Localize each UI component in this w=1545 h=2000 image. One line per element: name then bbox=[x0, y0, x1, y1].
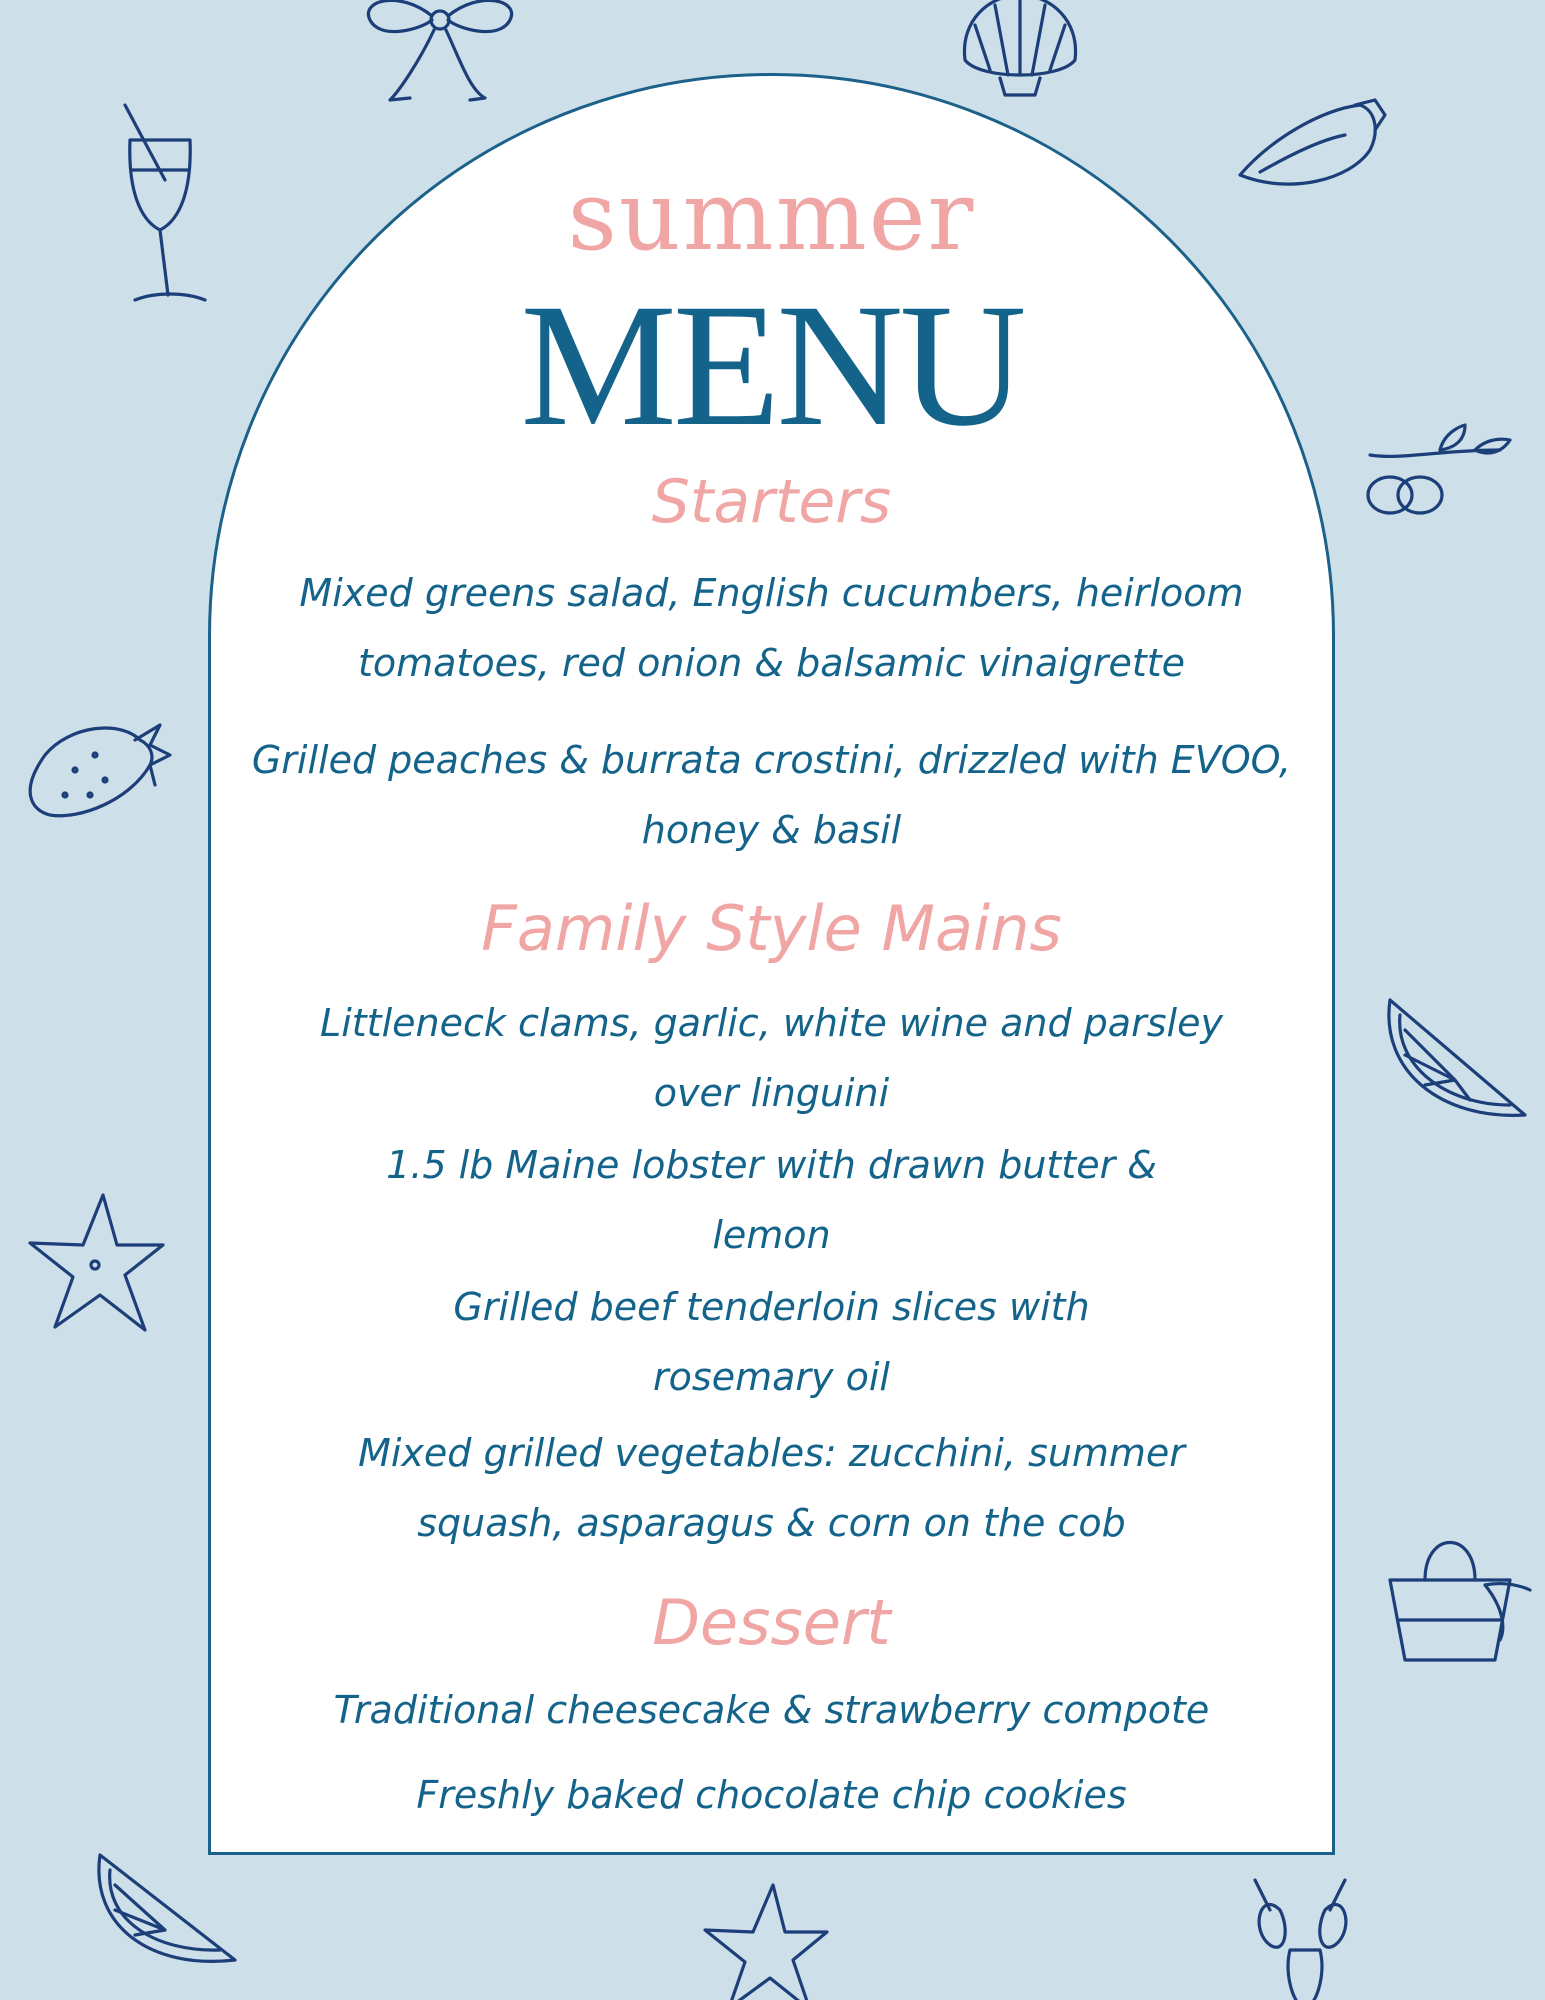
menu-subtitle: summer bbox=[567, 160, 976, 272]
menu-item: Mixed greens salad, English cucumbers, heirloom tomatoes, red onion & balsamic vinaigrette bbox=[299, 571, 1244, 685]
strawberry-icon bbox=[30, 725, 170, 816]
champagne-glass-icon bbox=[125, 105, 205, 300]
menu-item: Freshly baked chocolate chip cookies bbox=[416, 1773, 1127, 1817]
tote-bag-icon bbox=[1390, 1543, 1530, 1661]
section-title-mains: Family Style Mains bbox=[481, 892, 1062, 965]
menu-item: Littleneck clams, garlic, white wine and parsley over linguini bbox=[320, 1001, 1223, 1115]
orange-slice-icon bbox=[99, 1855, 235, 1961]
lobster-icon bbox=[1255, 1880, 1346, 2000]
menu-item: Grilled peaches & burrata crostini, drizzled with EVOO, honey & basil bbox=[251, 738, 1292, 852]
starfish-icon bbox=[30, 1195, 163, 1330]
lemon-branch-icon bbox=[1368, 425, 1510, 513]
bow-icon bbox=[368, 0, 511, 100]
section-title-starters: Starters bbox=[651, 467, 892, 537]
menu-title: MENU bbox=[520, 268, 1023, 463]
menu-item: Mixed grilled vegetables: zucchini, summer squash, asparagus & corn on the cob bbox=[358, 1431, 1185, 1545]
menu-item: Traditional cheesecake & strawberry compote bbox=[333, 1688, 1210, 1732]
menu-item: Grilled beef tenderloin slices with rosemary oil bbox=[453, 1285, 1090, 1399]
shell-icon bbox=[964, 0, 1075, 95]
orange-slice-icon bbox=[1389, 1000, 1525, 1115]
starfish-icon bbox=[705, 1885, 827, 2000]
menu-item: 1.5 lb Maine lobster with drawn butter & lemon bbox=[386, 1143, 1157, 1257]
section-title-dessert: Dessert bbox=[652, 1586, 891, 1659]
